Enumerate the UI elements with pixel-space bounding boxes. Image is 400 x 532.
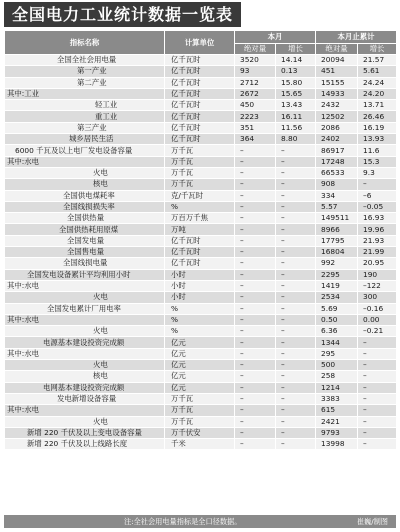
row-month-absolute: – (235, 326, 276, 337)
row-month-absolute: 2712 (235, 77, 276, 88)
row-name: 其中:水电 (5, 280, 165, 291)
row-month-absolute: – (235, 337, 276, 348)
row-cumulative-absolute: 2086 (316, 122, 358, 133)
row-month-absolute: – (235, 213, 276, 224)
row-month-growth: – (276, 224, 316, 235)
row-unit: 万千瓦 (165, 179, 235, 190)
row-month-absolute: – (235, 348, 276, 359)
row-cumulative-absolute: 17248 (316, 156, 358, 167)
row-cumulative-growth: 0.00 (358, 314, 397, 325)
row-month-growth: – (276, 145, 316, 156)
row-cumulative-absolute: 66533 (316, 167, 358, 178)
row-unit: 小时 (165, 292, 235, 303)
row-name: 第二产业 (5, 77, 165, 88)
row-cumulative-growth: 16.93 (358, 213, 397, 224)
row-unit: 亿千瓦时 (165, 66, 235, 77)
row-unit: 亿千瓦时 (165, 111, 235, 122)
row-unit: % (165, 201, 235, 212)
row-cumulative-absolute: 9793 (316, 427, 358, 438)
row-name: 全国线损电量 (5, 258, 165, 269)
row-cumulative-absolute: 0.50 (316, 314, 358, 325)
row-name: 电网基本建设投资完成额 (5, 382, 165, 393)
row-cumulative-growth: 16.19 (358, 122, 397, 133)
row-month-growth: – (276, 326, 316, 337)
row-unit: 亿千瓦时 (165, 55, 235, 66)
row-name: 全国全社会用电量 (5, 55, 165, 66)
row-month-growth: – (276, 201, 316, 212)
row-cumulative-absolute: 17795 (316, 235, 358, 246)
header-cumulative-absolute: 绝对量 (316, 44, 358, 55)
row-name: 全国发电累计厂用电率 (5, 303, 165, 314)
row-cumulative-absolute: 2421 (316, 416, 358, 427)
row-unit: 小时 (165, 269, 235, 280)
row-unit: 亿千瓦时 (165, 77, 235, 88)
row-month-absolute: – (235, 269, 276, 280)
row-unit: 千米 (165, 439, 235, 450)
table-row (5, 100, 397, 111)
table-row (5, 360, 397, 371)
table-row (5, 326, 397, 337)
row-cumulative-absolute: 14933 (316, 88, 358, 99)
row-month-growth: 11.56 (276, 122, 316, 133)
row-cumulative-growth: 21.57 (358, 55, 397, 66)
row-cumulative-absolute: 5.57 (316, 201, 358, 212)
header-month: 本月 (235, 31, 316, 44)
table-row (5, 247, 397, 258)
row-unit: 万千瓦 (165, 393, 235, 404)
row-unit: 亿元 (165, 348, 235, 359)
row-cumulative-growth: – (358, 179, 397, 190)
row-unit: 万千瓦 (165, 416, 235, 427)
row-month-absolute: 450 (235, 100, 276, 111)
row-name: 核电 (5, 179, 165, 190)
row-cumulative-absolute: 16804 (316, 247, 358, 258)
row-cumulative-absolute: 295 (316, 348, 358, 359)
row-month-absolute: – (235, 382, 276, 393)
row-cumulative-growth: – (358, 439, 397, 450)
row-cumulative-growth: 300 (358, 292, 397, 303)
table-row (5, 337, 397, 348)
row-cumulative-growth: – (358, 416, 397, 427)
title-bar (0, 0, 400, 30)
header-name: 指标名称 (5, 31, 165, 55)
row-name: 全国供热量 (5, 213, 165, 224)
row-cumulative-growth: 19.96 (358, 224, 397, 235)
row-cumulative-growth: 21.93 (358, 235, 397, 246)
row-unit: 亿千瓦时 (165, 247, 235, 258)
row-cumulative-absolute: 615 (316, 405, 358, 416)
row-cumulative-absolute: 1419 (316, 280, 358, 291)
table-row (5, 111, 397, 122)
row-name: 其中:水电 (5, 156, 165, 167)
table-row (5, 77, 397, 88)
row-unit: 万千瓦 (165, 167, 235, 178)
row-cumulative-absolute: 500 (316, 360, 358, 371)
row-cumulative-absolute: 334 (316, 190, 358, 201)
row-month-growth: 13.43 (276, 100, 316, 111)
row-month-growth: 16.11 (276, 111, 316, 122)
row-name: 新增 220 千伏及以上变电设备容量 (5, 427, 165, 438)
row-name: 火电 (5, 326, 165, 337)
row-name: 火电 (5, 167, 165, 178)
row-unit: 万千伏安 (165, 427, 235, 438)
row-cumulative-absolute: 13998 (316, 439, 358, 450)
row-name: 全国售电量 (5, 247, 165, 258)
row-name: 火电 (5, 360, 165, 371)
table-row (5, 371, 397, 382)
row-cumulative-absolute: 20094 (316, 55, 358, 66)
row-unit: 亿千瓦时 (165, 122, 235, 133)
row-cumulative-growth: –0.05 (358, 201, 397, 212)
header-cumulative: 本月止累计 (316, 31, 397, 44)
row-month-growth: 15.80 (276, 77, 316, 88)
row-cumulative-growth: 5.61 (358, 66, 397, 77)
table-row (5, 235, 397, 246)
row-unit: % (165, 314, 235, 325)
row-cumulative-growth: – (358, 371, 397, 382)
footer-note: 注:全社会用电量指标是全口径数据。 (124, 517, 242, 526)
footer-credit: 崔巍/制图 (356, 517, 388, 526)
row-cumulative-absolute: 1214 (316, 382, 358, 393)
row-month-growth: – (276, 258, 316, 269)
row-name: 其中:水电 (5, 405, 165, 416)
table-row (5, 405, 397, 416)
row-unit: 万千瓦 (165, 156, 235, 167)
row-name: 其中:水电 (5, 314, 165, 325)
row-unit: 万百万千焦 (165, 213, 235, 224)
row-month-growth: – (276, 303, 316, 314)
row-month-growth: – (276, 371, 316, 382)
row-cumulative-absolute: 992 (316, 258, 358, 269)
row-cumulative-growth: 20.95 (358, 258, 397, 269)
row-month-absolute: – (235, 360, 276, 371)
row-cumulative-growth: 24.20 (358, 88, 397, 99)
table-row (5, 416, 397, 427)
table-row (5, 348, 397, 359)
row-cumulative-absolute: 2432 (316, 100, 358, 111)
row-month-growth: – (276, 393, 316, 404)
row-month-growth: – (276, 405, 316, 416)
table-row (5, 122, 397, 133)
table-row (5, 427, 397, 438)
row-unit: 万千瓦 (165, 405, 235, 416)
row-name: 电源基本建设投资完成额 (5, 337, 165, 348)
row-name: 火电 (5, 292, 165, 303)
row-cumulative-absolute: 258 (316, 371, 358, 382)
row-month-growth: – (276, 190, 316, 201)
table-row (5, 258, 397, 269)
row-name: 其中:工业 (5, 88, 165, 99)
row-unit: % (165, 303, 235, 314)
row-month-growth: – (276, 247, 316, 258)
table-row (5, 213, 397, 224)
row-cumulative-growth: –0.21 (358, 326, 397, 337)
row-cumulative-growth: – (358, 348, 397, 359)
row-cumulative-absolute: 8966 (316, 224, 358, 235)
row-month-growth: – (276, 337, 316, 348)
row-unit: 万千瓦 (165, 145, 235, 156)
row-unit: 克/千瓦时 (165, 190, 235, 201)
table-row (5, 55, 397, 66)
row-month-absolute: – (235, 235, 276, 246)
row-name: 城乡居民生活 (5, 134, 165, 145)
row-cumulative-growth: 24.24 (358, 77, 397, 88)
row-cumulative-growth: 13.93 (358, 134, 397, 145)
table-row (5, 393, 397, 404)
row-cumulative-absolute: 15155 (316, 77, 358, 88)
table-row (5, 179, 397, 190)
row-unit: 亿元 (165, 371, 235, 382)
row-month-growth: 15.65 (276, 88, 316, 99)
row-cumulative-absolute: 86917 (316, 145, 358, 156)
row-month-growth: – (276, 269, 316, 280)
row-month-absolute: – (235, 224, 276, 235)
row-month-absolute: – (235, 314, 276, 325)
row-name: 6000 千瓦及以上电厂发电设备容量 (5, 145, 165, 156)
row-cumulative-growth: 190 (358, 269, 397, 280)
row-unit: 亿千瓦时 (165, 134, 235, 145)
row-cumulative-absolute: 6.36 (316, 326, 358, 337)
row-month-absolute: – (235, 303, 276, 314)
row-name: 第三产业 (5, 122, 165, 133)
row-month-growth: – (276, 156, 316, 167)
row-month-absolute: 93 (235, 66, 276, 77)
row-cumulative-absolute: 3383 (316, 393, 358, 404)
table-row (5, 303, 397, 314)
row-unit: 万吨 (165, 224, 235, 235)
footer-bar (4, 515, 396, 528)
row-name: 全国供电煤耗率 (5, 190, 165, 201)
row-month-growth: – (276, 427, 316, 438)
row-month-absolute: – (235, 280, 276, 291)
row-cumulative-growth: – (358, 360, 397, 371)
table-row (5, 167, 397, 178)
row-month-growth: – (276, 213, 316, 224)
row-month-absolute: 351 (235, 122, 276, 133)
row-name: 轻工业 (5, 100, 165, 111)
table-row (5, 224, 397, 235)
row-cumulative-absolute: 2402 (316, 134, 358, 145)
header-month-growth: 增长 (276, 44, 316, 55)
row-name: 新增 220 千伏及以上线路长度 (5, 439, 165, 450)
row-unit: 亿千瓦时 (165, 88, 235, 99)
row-month-growth: – (276, 382, 316, 393)
row-month-growth: – (276, 179, 316, 190)
row-month-absolute: – (235, 416, 276, 427)
table-row (5, 382, 397, 393)
row-name: 全国线损损失率 (5, 201, 165, 212)
row-month-absolute: – (235, 393, 276, 404)
row-month-absolute: – (235, 247, 276, 258)
row-month-growth: 0.13 (276, 66, 316, 77)
row-unit: 亿千瓦时 (165, 235, 235, 246)
row-cumulative-growth: – (358, 393, 397, 404)
table-row (5, 66, 397, 77)
row-month-growth: – (276, 235, 316, 246)
row-month-absolute: – (235, 145, 276, 156)
row-cumulative-growth: – (358, 382, 397, 393)
row-month-absolute: – (235, 292, 276, 303)
header-month-absolute: 绝对量 (235, 44, 276, 55)
row-cumulative-growth: – (358, 337, 397, 348)
page-title: 全国电力工业统计数据一览表 (4, 2, 241, 27)
row-month-absolute: – (235, 201, 276, 212)
table-row (5, 439, 397, 450)
row-month-growth: – (276, 416, 316, 427)
row-name: 重工业 (5, 111, 165, 122)
row-cumulative-absolute: 5.69 (316, 303, 358, 314)
row-month-growth: – (276, 292, 316, 303)
row-cumulative-growth: 21.99 (358, 247, 397, 258)
row-cumulative-growth: 26.46 (358, 111, 397, 122)
row-month-absolute: – (235, 405, 276, 416)
row-cumulative-absolute: 149511 (316, 213, 358, 224)
row-month-absolute: 3520 (235, 55, 276, 66)
row-month-growth: – (276, 348, 316, 359)
row-month-growth: 14.14 (276, 55, 316, 66)
header-cumulative-growth: 增长 (358, 44, 397, 55)
row-month-absolute: – (235, 258, 276, 269)
row-cumulative-growth: –122 (358, 280, 397, 291)
row-month-absolute: – (235, 167, 276, 178)
row-cumulative-growth: 15.3 (358, 156, 397, 167)
row-month-growth: – (276, 439, 316, 450)
row-month-absolute: 364 (235, 134, 276, 145)
row-cumulative-growth: 13.71 (358, 100, 397, 111)
row-cumulative-growth: –0.16 (358, 303, 397, 314)
row-name: 第一产业 (5, 66, 165, 77)
row-month-growth: – (276, 314, 316, 325)
header-unit: 计算单位 (165, 31, 235, 55)
table-row (5, 190, 397, 201)
row-month-growth: 8.80 (276, 134, 316, 145)
row-unit: 亿千瓦时 (165, 258, 235, 269)
row-month-absolute: – (235, 371, 276, 382)
row-unit: 亿元 (165, 382, 235, 393)
row-name: 火电 (5, 416, 165, 427)
row-month-growth: – (276, 360, 316, 371)
row-month-absolute: – (235, 179, 276, 190)
row-unit: 亿元 (165, 360, 235, 371)
row-month-absolute: 2672 (235, 88, 276, 99)
row-name: 发电新增设备容量 (5, 393, 165, 404)
row-month-growth: – (276, 167, 316, 178)
row-cumulative-absolute: 2534 (316, 292, 358, 303)
row-cumulative-absolute: 908 (316, 179, 358, 190)
row-unit: 亿千瓦时 (165, 100, 235, 111)
row-cumulative-growth: 9.3 (358, 167, 397, 178)
table-row (5, 88, 397, 99)
row-month-absolute: – (235, 190, 276, 201)
row-month-absolute: – (235, 427, 276, 438)
table-row (5, 145, 397, 156)
table-row (5, 292, 397, 303)
row-month-absolute: – (235, 439, 276, 450)
row-cumulative-absolute: 1344 (316, 337, 358, 348)
row-cumulative-growth: 11.6 (358, 145, 397, 156)
row-cumulative-growth: – (358, 405, 397, 416)
row-unit: 小时 (165, 280, 235, 291)
table-row (5, 134, 397, 145)
row-cumulative-absolute: 2295 (316, 269, 358, 280)
row-name: 全国供热耗用原煤 (5, 224, 165, 235)
row-cumulative-growth: –6 (358, 190, 397, 201)
row-unit: 亿元 (165, 337, 235, 348)
row-month-growth: – (276, 280, 316, 291)
table-row (5, 280, 397, 291)
row-cumulative-absolute: 451 (316, 66, 358, 77)
row-unit: % (165, 326, 235, 337)
row-cumulative-absolute: 12502 (316, 111, 358, 122)
row-name: 全国发电设备累计平均利用小时 (5, 269, 165, 280)
table-row (5, 269, 397, 280)
row-name: 其中:水电 (5, 348, 165, 359)
row-cumulative-growth: – (358, 427, 397, 438)
table-row (5, 201, 397, 212)
statistics-table (4, 30, 397, 450)
table-row (5, 156, 397, 167)
row-name: 全国发电量 (5, 235, 165, 246)
row-month-absolute: – (235, 156, 276, 167)
table-body (5, 55, 397, 450)
row-name: 核电 (5, 371, 165, 382)
table-row (5, 314, 397, 325)
row-month-absolute: 2223 (235, 111, 276, 122)
